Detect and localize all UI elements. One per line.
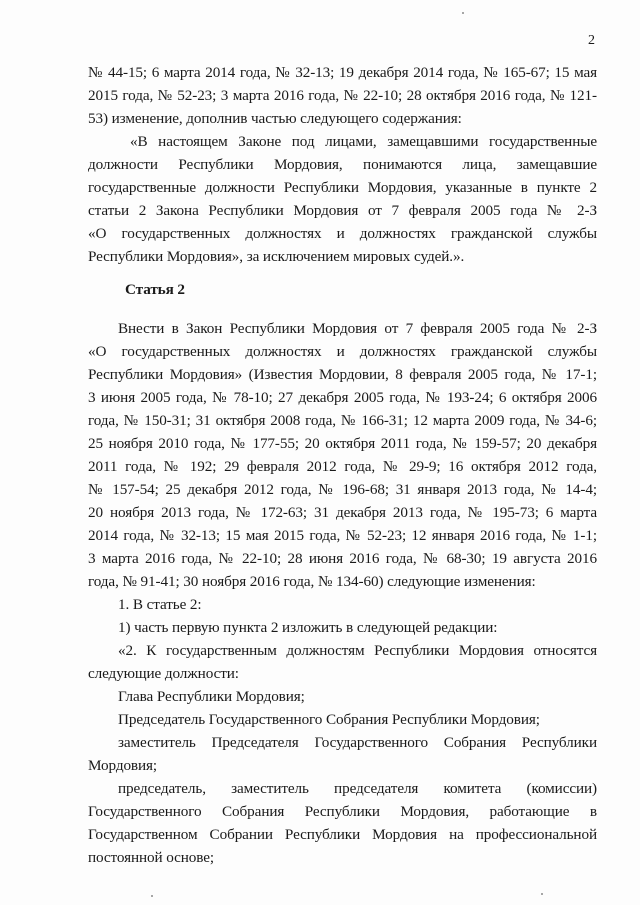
- position-4-line: Государственном Собрании Республики Мордовия на профессиональной: [88, 826, 597, 843]
- quote-2-line: «2. К государственным должностям Республики Мордовия относятся: [118, 642, 597, 659]
- quote-1-line: «В настоящем Законе под лицами, замещавшими государственные: [130, 133, 597, 150]
- scan-speck: [541, 893, 543, 895]
- item-1: 1. В статье 2:: [118, 596, 202, 613]
- position-3-line: заместитель Председателя Государственного Собрания Республики: [118, 734, 597, 751]
- position-4-line: постоянной основе;: [88, 849, 215, 866]
- article-2-line: № 157-54; 25 декабря 2012 года, № 196-68; 31 января 2013 года, № 14-4;: [88, 481, 597, 498]
- scan-speck: [151, 895, 153, 897]
- article-2-line: 3 июня 2005 года, № 78-10; 27 декабря 2005 года, № 193-24; 6 октября 2006: [88, 389, 597, 406]
- article-2-line: 2011 года, № 192; 29 февраля 2012 года, № 29-9; 16 октября 2012 года,: [88, 458, 597, 475]
- paragraph-1-line: 53) изменение, дополнив частью следующего содержания:: [88, 110, 462, 127]
- quote-1-line: должности Республики Мордовия, понимаются лица, замещавшие: [88, 156, 597, 173]
- position-4-line: председатель, заместитель председателя комитета (комиссии): [118, 780, 597, 797]
- quote-2-line: следующие должности:: [88, 665, 239, 682]
- page-number: 2: [588, 33, 595, 48]
- article-2-line: 20 ноября 2013 года, № 172-63; 31 декабря 2013 года, № 195-73; 6 марта: [88, 504, 597, 521]
- article-2-line: Республики Мордовия» (Известия Мордовии, 8 февраля 2005 года, № 17-1;: [88, 366, 597, 383]
- article-2-line: «О государственных должностях и должностях гражданской службы: [88, 343, 597, 360]
- article-2-line: 25 ноября 2010 года, № 177-55; 20 октября 2011 года, № 159-57; 20 декабря: [88, 435, 597, 452]
- article-2-line: Внести в Закон Республики Мордовия от 7 февраля 2005 года № 2-З: [118, 320, 597, 337]
- article-2-line: года, № 91-41; 30 ноября 2016 года, № 134-60) следующие изменения:: [88, 573, 536, 590]
- quote-1-line: Республики Мордовия», за исключением мировых судей.».: [88, 248, 465, 265]
- quote-1-line: государственные должности Республики Мордовия, указанные в пункте 2: [88, 179, 597, 196]
- scan-speck: [462, 12, 464, 14]
- article-2-heading: Статья 2: [125, 281, 185, 298]
- subitem-1: 1) часть первую пункта 2 изложить в следующей редакции:: [118, 619, 498, 636]
- quote-1-line: «О государственных должностях и должностях гражданской службы: [88, 225, 597, 242]
- position-4-line: Государственного Собрания Республики Мордовия, работающие в: [88, 803, 597, 820]
- position-3-line: Мордовия;: [88, 757, 158, 774]
- article-2-line: года, № 150-31; 31 октября 2008 года, № 166-31; 12 марта 2009 года, № 34-6;: [88, 412, 597, 429]
- article-2-line: 3 марта 2016 года, № 22-10; 28 июня 2016 года, № 68-30; 19 августа 2016: [88, 550, 597, 567]
- position-2: Председатель Государственного Собрания Республики Мордовия;: [118, 711, 540, 728]
- paragraph-1-line: № 44-15; 6 марта 2014 года, № 32-13; 19 декабря 2014 года, № 165-67; 15 мая: [88, 64, 597, 81]
- quote-1-line: статьи 2 Закона Республики Мордовия от 7 февраля 2005 года № 2-З: [88, 202, 597, 219]
- position-1: Глава Республики Мордовия;: [118, 688, 305, 705]
- article-2-line: 2014 года, № 32-13; 15 мая 2015 года, № 52-23; 12 января 2016 года, № 1-1;: [88, 527, 597, 544]
- paragraph-1-line: 2015 года, № 52-23; 3 марта 2016 года, № 22-10; 28 октября 2016 года, № 121-: [88, 87, 597, 104]
